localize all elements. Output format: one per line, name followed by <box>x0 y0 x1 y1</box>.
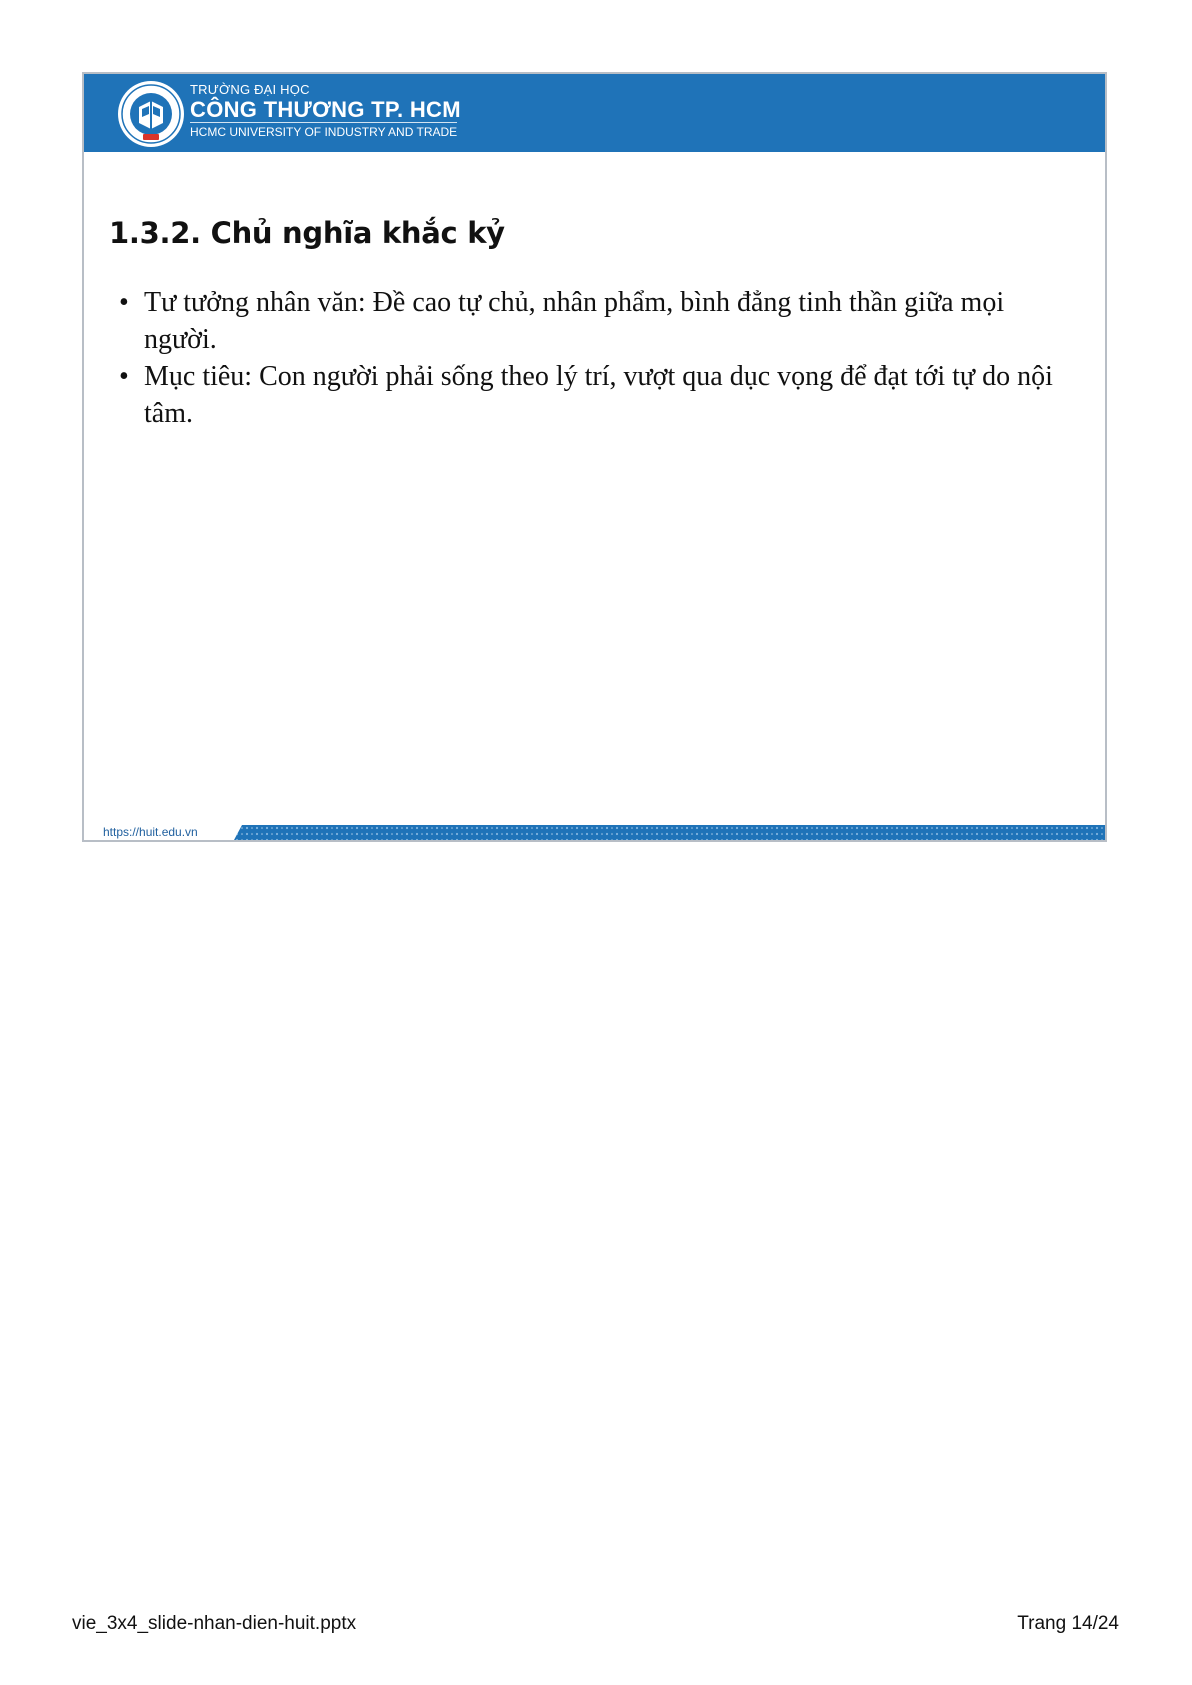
bullet-marker: • <box>119 287 129 318</box>
document-filename: vie_3x4_slide-nhan-dien-huit.pptx <box>72 1613 357 1634</box>
brand-line-3: HCMC UNIVERSITY OF INDUSTRY AND TRADE <box>190 122 457 140</box>
university-logo-icon <box>116 79 186 149</box>
page-number: Trang 14/24 <box>1017 1613 1119 1634</box>
bullet-text: Tư tưởng nhân văn: Đề cao tự chủ, nhân phẩm, bình đẳng tinh thần giữa mọi người. <box>144 287 1005 355</box>
slide-title: 1.3.2. Chủ nghĩa khắc kỷ <box>109 216 505 250</box>
bullet-text: Mục tiêu: Con người phải sống theo lý trí, vượt qua dục vọng để đạt tới tự do nội tâm. <box>144 361 1053 429</box>
slide-header-bar <box>84 74 1105 152</box>
brand-line-1: TRƯỜNG ĐẠI HỌC <box>190 82 310 97</box>
bullet-marker: • <box>119 361 129 392</box>
bullet-item <box>119 358 1079 432</box>
bullet-list <box>119 284 1079 432</box>
bullet-item <box>119 284 1079 358</box>
slide-footer <box>84 824 1105 840</box>
footer-decorative-band <box>234 825 1107 840</box>
slide <box>82 72 1107 842</box>
footer-url-link[interactable]: https://huit.edu.vn <box>103 825 198 839</box>
university-brand <box>190 82 461 141</box>
brand-line-2: CÔNG THƯƠNG TP. HCM <box>190 97 461 122</box>
